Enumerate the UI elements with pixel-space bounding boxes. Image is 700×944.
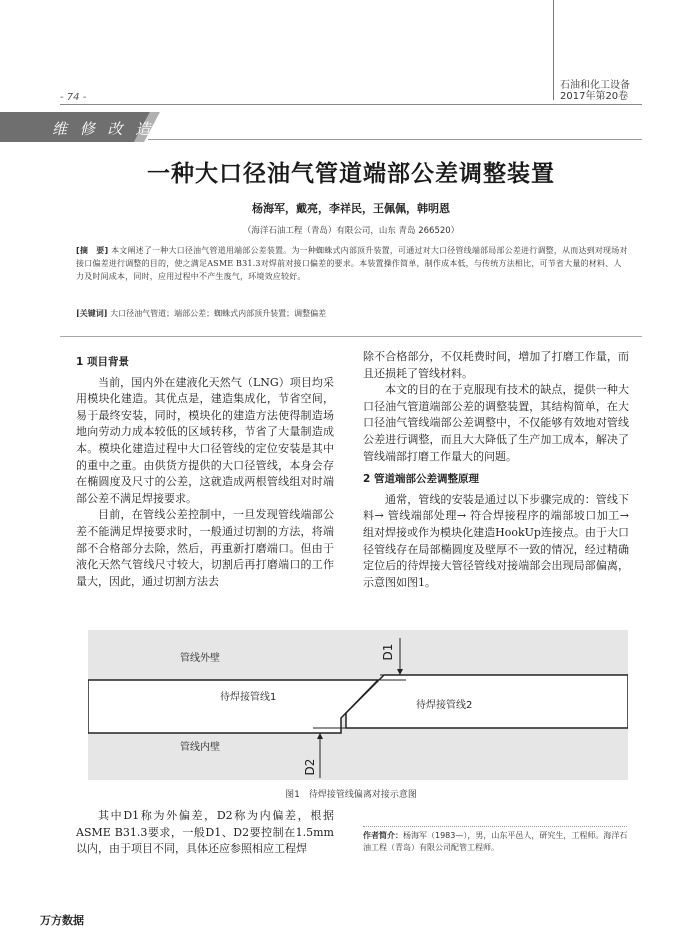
pipe2-wall [346, 675, 628, 728]
paragraph: 其中D1称为外偏差，D2称为内偏差，根据ASME B31.3要求，一般D1、D2要控制在1.5mm以内，由于项目不同，具体还应参照相应工程焊 [76, 809, 334, 856]
bio-text: 杨海军（1983—），男，山东平邑人，研究生，工程师。海洋石油工程（青岛）有限公司配管工程师。 [363, 831, 628, 852]
journal-info [560, 80, 630, 102]
abstract-label: [摘 要] [76, 246, 109, 255]
abstract-text: 本文阐述了一种大口径油气管道用端部公差装置。为一种蜘蛛式内部顶升装置，可通过对大口径管线端部局部公差进行调整，从而达到对现场对接口偏差进行调整的目的，使之满足ASME B31.3对焊前对接口偏差的要求。本装置操作简单，制作成本低，与传统方法相比，可节省大量的材料、人力及时间成本，同时，应用过程中不产生废气，环境效应较好。 [76, 246, 628, 281]
authors: 杨海军，戴亮，李祥民，王佩佩，韩明恩 [252, 202, 450, 215]
outer-wall-label: 管线外壁 [180, 653, 220, 664]
author-bio [363, 830, 629, 854]
header-rule [60, 104, 642, 105]
banner-rule [148, 139, 642, 140]
figure-caption: 图1 待焊接管线偏离对接示意图 [285, 790, 417, 800]
d2-label: D2 [303, 758, 317, 776]
keywords [76, 307, 628, 320]
footer-watermark: 万方数据 [40, 914, 84, 927]
paragraph: 本文的目的在于克服现有技术的缺点，提供一种大口径油气管道端部公差的调整装置，其结构简单，在大口径油气管线端部公差调整中，不仅能够有效地对管线公差进行调整，而且大大降低了生产加工成本，解决了管线端部打磨工作量大的问题。 [363, 383, 629, 463]
paragraph: 目前，在管线公差控制中，一旦发现管线端部公差不能满足焊接要求时，一般通过切割的方法，将端部不合格部分去除，然后，再重新打磨端口。但由于液化天然气管线尺寸较大，切割后再打磨端口的工作量大，因此，通过切割方法去 [76, 508, 334, 588]
article-title: 一种大口径油气管道端部公差调整装置 [147, 161, 555, 187]
d1-label: D1 [381, 643, 395, 661]
page-number: - 74 - [60, 92, 87, 103]
section1-heading: 1 项目背景 [76, 356, 129, 368]
paragraph: 通常，管线的安装是通过以下步骤完成的：管线下料→ 管线端部处理→ 符合焊接程序的端部坡口加工→ 组对焊接或作为模块化建造HookUp连接点。由于大口径管线存在局部椭圆度及壁厚不一致的情况，经过精确定位后的待焊接大管径管线对接端部会出现局部偏离，示意图如图1。 [363, 492, 629, 589]
keywords-text: 大口径油气管道；端部公差；蜘蛛式内部顶升装置；调整偏差 [110, 309, 327, 318]
left-column-continued [76, 808, 334, 858]
paragraph: 当前，国内外在建液化天然气（LNG）项目均采用模块化建造。其优点是，建造集成化，节省空间，易于最终安装，同时，模块化的建造方法使得制造场地向劳动力成本较低的区域转移，节省了大量制造成本。模块化建造过程中大口径管线的定位安装是其中的重中之重。由供货方提供的大口径管线，本身会存在椭圆度及尺寸的公差，这就造成两根管线组对时端部公差不满足焊接要求。 [76, 375, 334, 505]
left-column [76, 354, 334, 590]
journal-name: 石油和化工设备 [560, 80, 630, 91]
abstract-rule [60, 336, 642, 337]
affiliation: （海洋石油工程（青岛）有限公司，山东 青岛 266520） [242, 226, 460, 236]
bio-rule [363, 826, 627, 827]
inner-wall-label: 管线内壁 [180, 742, 220, 753]
paragraph: 除不合格部分，不仅耗费时间，增加了打磨工作量，而且还损耗了管线材料。 [363, 350, 629, 380]
right-column [363, 349, 629, 591]
pipe2-label: 待焊接管线2 [416, 700, 473, 711]
journal-issue: 2017年第20卷 [560, 91, 629, 102]
header-divider [553, 0, 554, 100]
keywords-label: [关键词] [76, 308, 108, 318]
pipe1-wall [88, 680, 378, 733]
pipe1-label: 待焊接管线1 [220, 692, 277, 703]
section-label: 维 修 改 造 [52, 120, 155, 138]
figure-diagram [88, 630, 628, 780]
abstract [76, 244, 628, 283]
bio-label: 作者简介： [363, 831, 403, 840]
section2-heading: 2 管道端部公差调整原理 [363, 473, 479, 486]
